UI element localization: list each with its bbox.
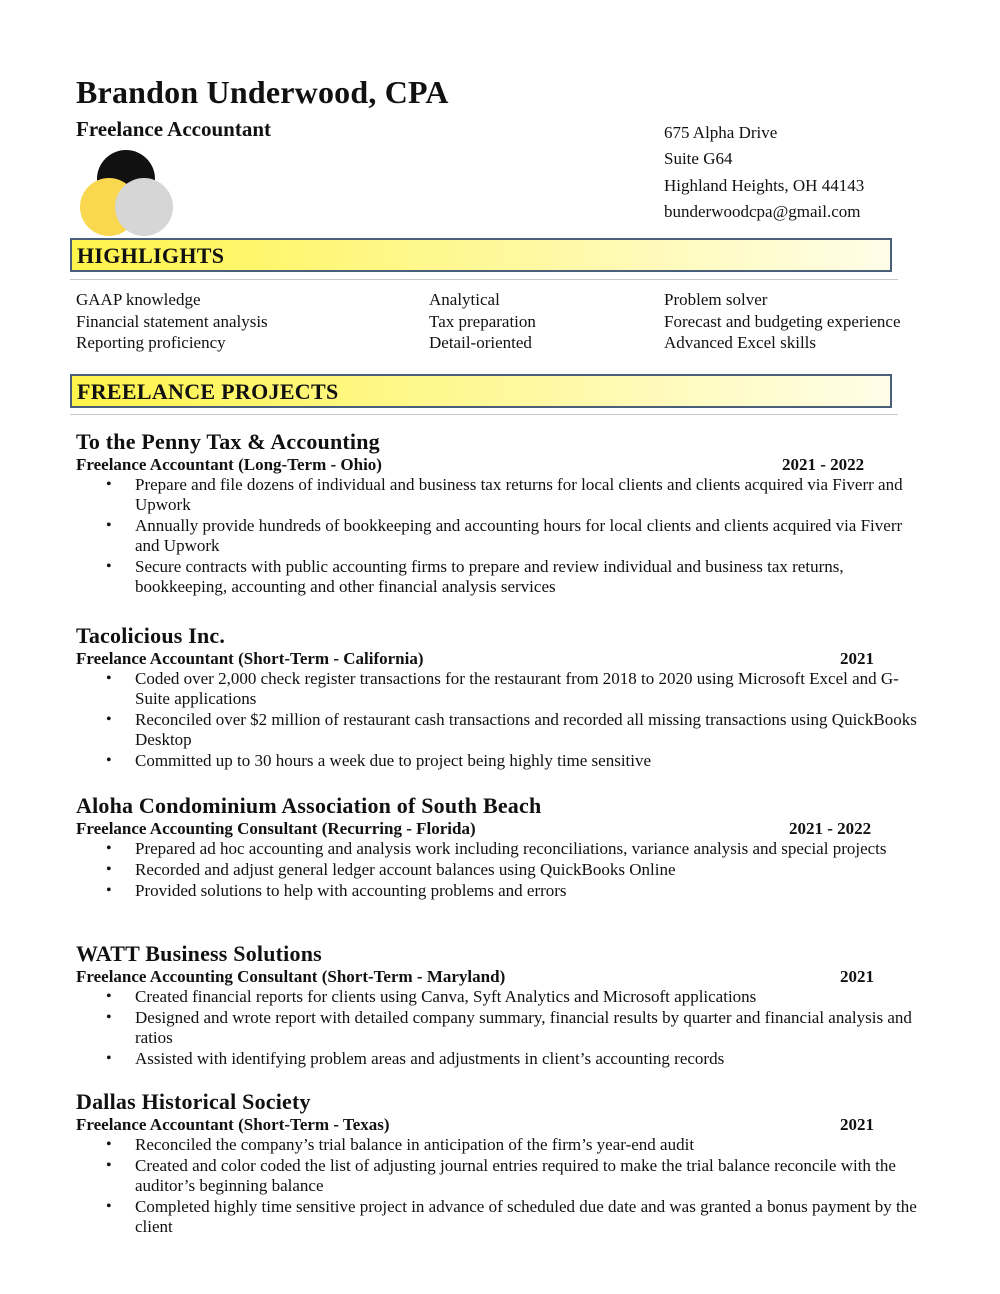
job-title: Freelance Accountant (Short-Term - Texas)	[76, 1115, 390, 1134]
highlight-item: Reporting proficiency	[76, 333, 226, 353]
company-name: Tacolicious Inc.	[76, 623, 226, 648]
candidate-role: Freelance Accountant	[76, 117, 271, 141]
address-line-1: 675 Alpha Drive	[664, 123, 778, 142]
highlight-item: Detail-oriented	[429, 333, 532, 353]
bullet-item: • Reconciled over $2 million of restaurant cash transactions and recorded all missing transactions using QuickBooks Desktop	[106, 710, 917, 750]
highlight-item: Problem solver	[664, 290, 768, 309]
address-city: Highland Heights, OH 44143	[664, 175, 865, 195]
highlight-item: Forecast and budgeting experience	[664, 311, 901, 331]
bullet-item: • Recorded and adjust general ledger account balances using QuickBooks Online	[106, 859, 676, 879]
job-title: Freelance Accountant (Long-Term - Ohio)	[76, 455, 382, 474]
bullet-item: • Designed and wrote report with detailed company summary, financial results by quarter and financial analysis and ratios	[106, 1007, 912, 1048]
bullet-item: • Completed highly time sensitive project in advance of scheduled due date and was granted a bonus payment by the client	[106, 1196, 917, 1237]
highlights-column-1	[76, 289, 268, 354]
highlights-title: HIGHLIGHTS	[77, 243, 225, 268]
job-title: Freelance Accounting Consultant (Short-Term - Maryland)	[76, 967, 506, 986]
bullet-item: • Prepared ad hoc accounting and analysis work including reconciliations, variance analysis and special projects	[106, 839, 887, 858]
bullet-item: • Created and color coded the list of adjusting journal entries required to make the trial balance reconcile with the auditor’s beginning balance	[106, 1155, 896, 1196]
bullet-item: • Provided solutions to help with accounting problems and errors	[106, 880, 567, 900]
projects-title: FREELANCE PROJECTS	[77, 379, 339, 404]
project-entry	[76, 1090, 916, 1238]
highlight-item: Financial statement analysis	[76, 311, 268, 331]
company-name: WATT Business Solutions	[76, 941, 322, 966]
bullet-item: • Secure contracts with public accounting firms to prepare and review individual and business tax returns, bookkeeping, accounting and other financial analysis services	[106, 557, 844, 597]
project-entry	[76, 794, 916, 901]
projects-header-bar	[70, 374, 892, 408]
logo-circles-icon	[80, 150, 176, 238]
bullet-item: • Prepare and file dozens of individual and business tax returns for local clients and clients acquired via Fiverr and Upwork	[106, 475, 903, 515]
bullet-item: • Created financial reports for clients using Canva, Syft Analytics and Microsoft applications	[106, 987, 757, 1006]
job-title: Freelance Accountant (Short-Term - California)	[76, 649, 424, 668]
company-name: Dallas Historical Society	[76, 1089, 311, 1114]
job-dates: 2021	[840, 1115, 874, 1134]
highlights-header-bar	[70, 238, 892, 272]
highlights-column-2	[429, 289, 536, 354]
candidate-name: Brandon Underwood, CPA	[76, 74, 449, 110]
highlight-item: GAAP knowledge	[76, 290, 201, 309]
company-name: To the Penny Tax & Accounting	[76, 429, 380, 454]
bullet-item: • Coded over 2,000 check register transactions for the restaurant from 2018 to 2020 using Microsoft Excel and G-Suite applications	[106, 669, 899, 709]
project-entry	[76, 942, 916, 1070]
highlights-column-3	[664, 289, 901, 354]
projects-rule	[70, 414, 898, 415]
highlight-item: Analytical	[429, 290, 500, 309]
project-entry	[76, 430, 916, 598]
company-name: Aloha Condominium Association of South Beach	[76, 793, 542, 818]
bullet-item: • Committed up to 30 hours a week due to project being highly time sensitive	[106, 751, 652, 771]
highlights-rule	[70, 279, 898, 280]
project-entry	[76, 624, 916, 772]
job-dates: 2021	[840, 967, 874, 986]
highlight-item: Advanced Excel skills	[664, 333, 817, 353]
logo-gray-circle	[115, 178, 173, 236]
email[interactable]: bunderwoodcpa@gmail.com	[664, 201, 861, 221]
address-line-2: Suite G64	[664, 149, 733, 169]
job-title: Freelance Accounting Consultant (Recurring - Florida)	[76, 819, 476, 838]
bullet-item: • Reconciled the company’s trial balance in anticipation of the firm’s year-end audit	[106, 1135, 695, 1154]
bullet-item: • Annually provide hundreds of bookkeeping and accounting hours for local clients and clients acquired via Fiverr and Upwork	[106, 516, 903, 556]
job-dates: 2021 - 2022	[782, 455, 865, 474]
job-dates: 2021	[840, 649, 874, 668]
bullet-item: • Assisted with identifying problem areas and adjustments in client’s accounting records	[106, 1048, 725, 1068]
highlight-item: Tax preparation	[429, 311, 536, 331]
job-dates: 2021 - 2022	[789, 819, 872, 838]
contact-block	[664, 120, 864, 225]
